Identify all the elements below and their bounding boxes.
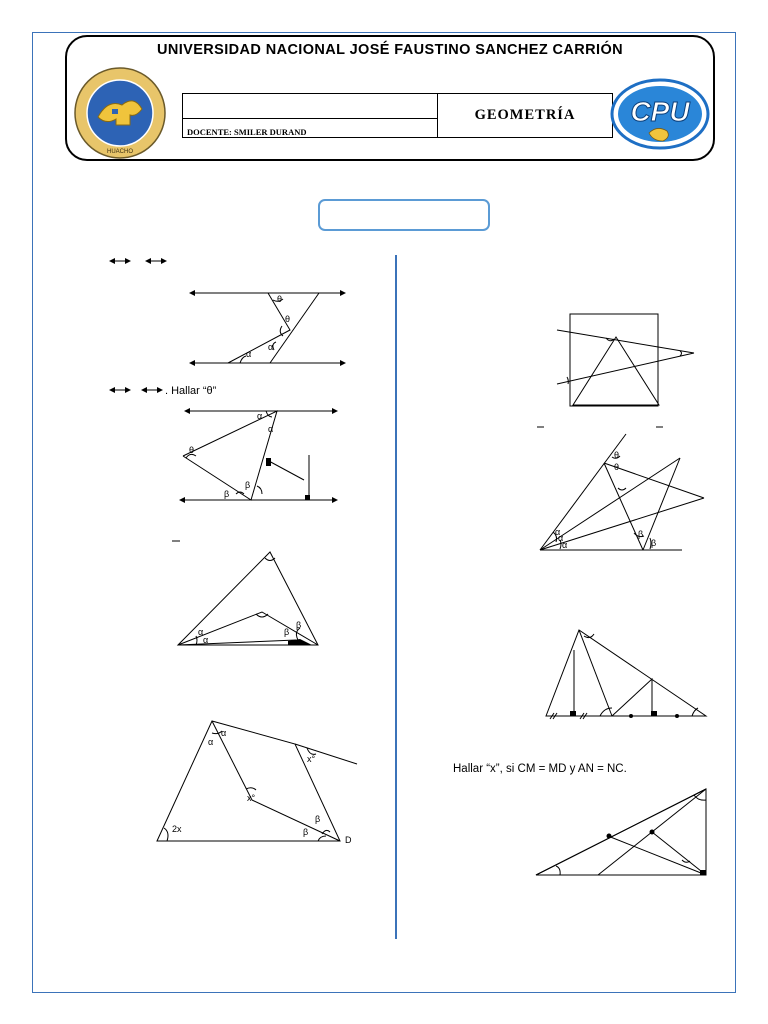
figr2-theta-top: θ xyxy=(614,450,620,460)
fig4-beta-bottom: β xyxy=(303,827,309,837)
seal-bottom-text: HUACHO xyxy=(106,149,134,155)
figr2-theta-bottom: θ xyxy=(614,462,620,472)
figr2-beta-left: β xyxy=(638,529,644,539)
fig2-beta-left: β xyxy=(224,489,230,499)
course-name: GEOMETRÍA xyxy=(438,94,613,138)
figure-4 xyxy=(157,721,357,841)
fig4-alpha-right: α xyxy=(221,728,227,738)
figure-1 xyxy=(190,293,345,363)
figr2-alpha-2: α xyxy=(558,533,564,543)
figure-r1 xyxy=(557,314,694,406)
fig3-beta-top: β xyxy=(296,620,302,630)
problem-r5-text: Hallar “x”, si CM = MD y AN = NC. xyxy=(453,763,627,775)
cpu-logo-text: CPU xyxy=(630,96,690,127)
docente-name: DOCENTE: SMILER DURAND xyxy=(183,119,438,138)
fig4-2x: 2x xyxy=(172,824,182,834)
figure-r3 xyxy=(546,630,706,716)
fig3-beta-bottom: β xyxy=(284,627,290,637)
figr2-alpha-1: α xyxy=(555,527,561,537)
figr2-alpha-3: α xyxy=(562,540,568,550)
fig3-alpha-top: α xyxy=(198,627,204,637)
fig1-theta-mid: θ xyxy=(285,314,291,324)
fig4-x-mid: x° xyxy=(247,793,256,803)
fig1-alpha-mid: α xyxy=(268,342,274,352)
figr2-beta-right: β xyxy=(651,538,657,548)
fig1-theta-top: θ xyxy=(277,294,283,304)
university-title: UNIVERSIDAD NACIONAL JOSÉ FAUSTINO SANCHEZ CARRIÓN xyxy=(156,42,624,58)
fig2-theta: θ xyxy=(189,445,195,455)
fig2-alpha-top: α xyxy=(257,411,263,421)
fig1-alpha-bottom: α xyxy=(246,349,252,359)
fig4-point-d: D xyxy=(345,835,352,845)
fig3-alpha-bottom: α xyxy=(203,635,209,645)
fig4-alpha-left: α xyxy=(208,737,214,747)
fig4-beta-top: β xyxy=(315,814,321,824)
fig2-alpha-mid: α xyxy=(268,424,274,434)
fig2-beta-right: β xyxy=(245,480,251,490)
figure-2 xyxy=(180,411,337,500)
figure-r4 xyxy=(536,789,706,875)
problem-2-text: . Hallar “θ” xyxy=(165,385,217,397)
figure-r2 xyxy=(540,434,704,550)
fig4-x-top: x° xyxy=(307,754,316,764)
